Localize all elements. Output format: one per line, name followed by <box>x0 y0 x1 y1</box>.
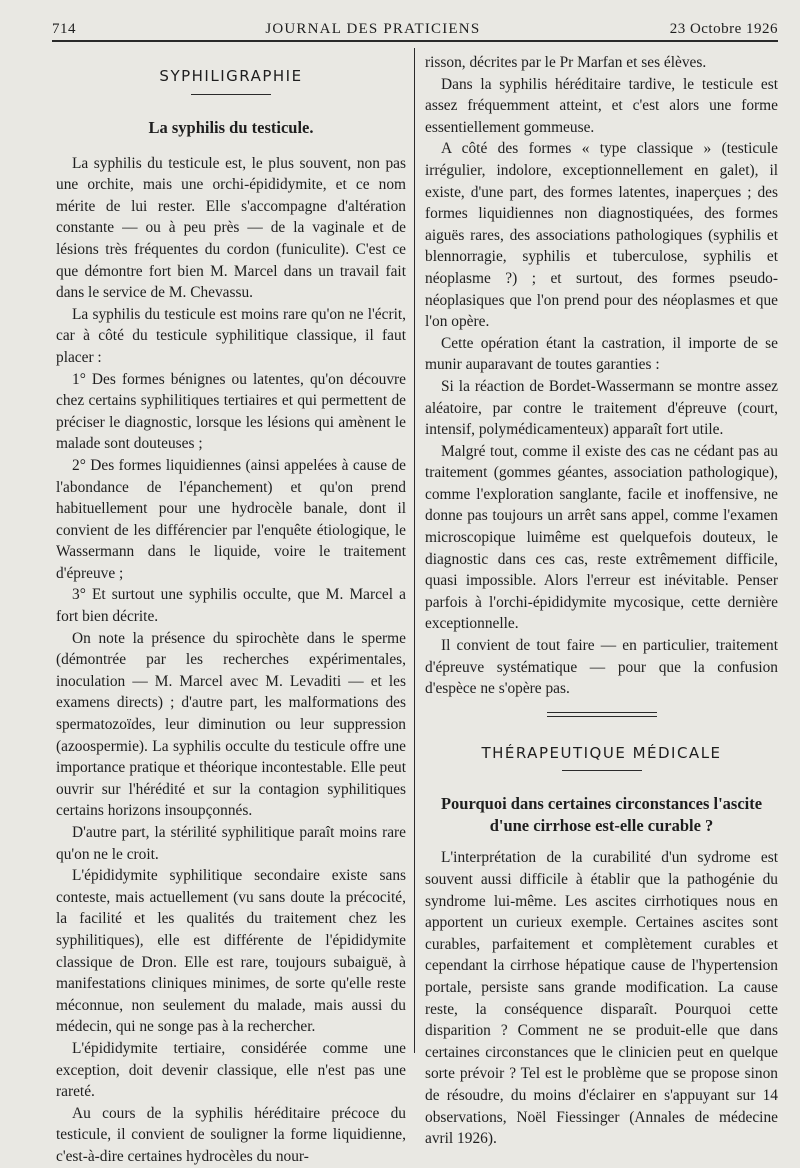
issue-date: 23 Octobre 1926 <box>669 21 778 37</box>
paragraph: 3° Et surtout une syphilis occulte, que M. Marcel a fort bien décrite. <box>56 586 406 626</box>
section-rule <box>562 770 642 771</box>
article-divider <box>547 712 657 717</box>
article-title-ascite: Pourquoi dans certaines circonstances l'ascite d'une cirrhose est-elle curable ? <box>440 794 763 836</box>
section-title-therapeutique: THÉRAPEUTIQUE MÉDICALE <box>481 743 722 762</box>
paragraph: Si la réaction de Bordet-Wassermann se montre assez aléatoire, par contre le traitement d'épreuve (court, intensif, polymédicamenteux) apparaît fort utile. <box>425 377 778 439</box>
paragraph: 2° Des formes liquidiennes (ainsi appelées à cause de l'abondance de l'épanchement) et qu'on prend habituellement pour une hydrocèle banale, dont il convient de les différencier par l'enquête étiologique, le Wassermann dans le liquide, voire le traitement d'épreuve ; <box>56 456 406 582</box>
paragraph: 1° Des formes bénignes ou latentes, qu'on découvre chez certains syphilitiques tertiaires et qui permettent de préciser le diagnostic, lorsque les lésions qui amènent le malade sont douteuses ; <box>56 370 406 453</box>
paragraph: On note la présence du spirochète dans le sperme (démontrée par les recherches expérimentales, inoculation — M. Marcel avec M. Levaditi — et les examens directs) ; d'autre part, les malformations des spermatozoïdes, leur diminution ou leur suppression (azoospermie). La syphilis occulte du testicule offre une importance pratique et théorique incontestable. Elle peut ouvrir sur l'hérédité et sur la contagion syphilitiques certains horizons insoupçonnés. <box>56 629 406 820</box>
article-title-syphilis: La syphilis du testicule. <box>148 117 314 137</box>
page-number: 714 <box>52 21 76 37</box>
paragraph: risson, décrites par le Pr Marfan et ses élèves. <box>425 54 707 71</box>
right-column <box>425 52 778 1148</box>
header-rule <box>52 40 778 42</box>
paragraph: La syphilis du testicule est moins rare qu'on ne l'écrit, car à côté du testicule syphilitique classique, il faut placer : <box>56 305 406 366</box>
paragraph: Malgré tout, comme il existe des cas ne cédant pas au traitement (gommes géantes, association pathologique), comme l'exploration sanglante, facile et inoffensive, ne donne pas toujours un arrêt sans appel, comme l'examen microscopique luimême est quelquefois douteux, le diagnostic dans ces cas, reste extrêmement difficile, quasi impossible. Alors l'erreur est inévitable. Penser parfois à l'orchi-épididymite mycosique, cette dernière exceptionnelle. <box>425 442 778 633</box>
page-header <box>52 14 778 38</box>
paragraph: La syphilis du testicule est, le plus souvent, non pas une orchite, mais une orchi-épididymite, et ce nom mérite de lui rester. Elle s'accompagne d'altération constante — ou à peu près — de la vaginale et de lésions très fréquentes du cordon (funiculite). C'est ce que démontre fort bien M. Marcel dans un travail fait dans le service de M. Chevassu. <box>56 154 406 302</box>
journal-title: JOURNAL DES PRATICIENS <box>265 21 481 37</box>
paragraph: L'épididymite tertiaire, considérée comme une exception, doit devenir classique, elle n'est pas une rareté. <box>56 1039 406 1101</box>
left-column <box>56 52 406 1165</box>
paragraph: Au cours de la syphilis héréditaire précoce du testicule, il convient de souligner la forme liquidienne, c'est-à-dire certaines hydrocèles du nour- <box>56 1104 406 1165</box>
paragraph: Dans la syphilis héréditaire tardive, le testicule est assez fréquemment atteint, et c'est alors une forme essentiellement gommeuse. <box>425 75 778 136</box>
paragraph: Il convient de tout faire — en particulier, traitement d'épreuve systématique — pour que la confusion d'espèce ne s'opère pas. <box>425 637 778 698</box>
paragraph: Cette opération étant la castration, il importe de se munir auparavant de toutes garanties : <box>425 334 778 374</box>
paragraph: D'autre part, la stérilité syphilitique paraît moins rare qu'on ne le croit. <box>56 824 406 863</box>
paragraph: A côté des formes « type classique » (testicule irrégulier, indolore, exceptionnellement en galet), il existe, d'une part, des formes latentes, inaperçues ; des formes liquidiennes non diagnostiquées, des formes aiguës rares, des associations pathologiques (syphilis et blennorragie, syphilis et tuberculose, syphilis et néoplasme ?) ; et surtout, des formes pseudo-néoplasiques que l'on prend pour des néoplasmes et que l'on opère. <box>425 140 778 331</box>
paragraph: L'épididymite syphilitique secondaire existe sans conteste, mais actuellement (vu sans doute la précocité, la facilité et les qualités du traitement chez les syphilitiques), elle est différente de l'épididymite classique de Dron. Elle est rare, toujours subaiguë, à manifestations cliniques minimes, de sorte qu'elle reste méconnue, non seulement du malade, mais aussi du médecin, qui ne songe pas à la rechercher. <box>56 867 406 1036</box>
column-separator <box>414 48 415 1053</box>
section-title-syphiligraphie: SYPHILIGRAPHIE <box>159 67 303 85</box>
section-rule <box>191 94 271 95</box>
paragraph: L'interprétation de la curabilité d'un sydrome est souvent aussi difficile à établir que la pathogénie du syndrome lui-même. Les ascites cirrhotiques nous en apportent un curieux exemple. Certaines ascites sont curables, parfaitement et complètement curables et cependant la cirrhose hépatique cause de l'hypertension portale, persiste sans grande modification. La cause reste, la conséquence disparaît. Pourquoi cette disparition ? Comment ne se produit-elle que dans certaines circonstances que le clinicien peut en quelque sorte prévoir ? Tel est le problème que se propose sinon de résoudre, du moins d'éclairer en s'appuyant sur 14 observations, Noël Fiessinger (Annales de médecine avril 1926). <box>425 849 778 1148</box>
